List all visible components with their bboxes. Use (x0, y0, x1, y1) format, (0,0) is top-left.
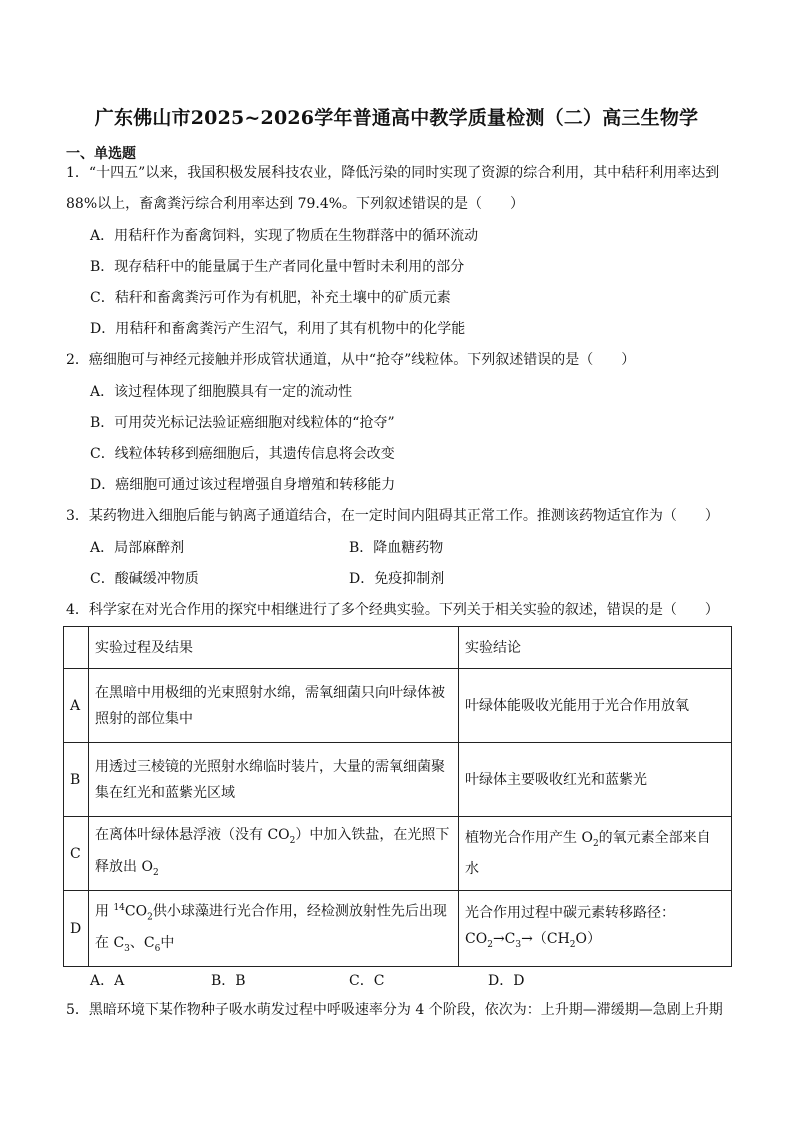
q1-option-a: A．用秸秆作为畜禽饲料，实现了物质在生物群落中的循环流动 (90, 228, 479, 244)
row-label: D (64, 891, 89, 967)
table-row (64, 891, 732, 967)
q1-option-b: B．现存秸秆中的能量属于生产者同化量中暂时未利用的部分 (90, 259, 465, 275)
subscript: 2 (289, 835, 296, 846)
q3-option-d: D．免疫抑制剂 (349, 571, 445, 587)
conclusion-text: →（CH (521, 930, 570, 947)
subscript: 2 (152, 867, 159, 878)
row-process (89, 817, 459, 891)
table-row (64, 669, 732, 743)
q4-option-a: A．A (90, 973, 125, 989)
conclusion-text: 光合作用过程中碳元素转移路径： (465, 904, 675, 921)
process-text: 中 (160, 935, 175, 952)
q2-option-a: A．该过程体现了细胞膜具有一定的流动性 (90, 384, 353, 400)
row-conclusion: 叶绿体能吸收光能用于光合作用放氧 (459, 669, 732, 743)
row-process (89, 743, 459, 817)
q1-stem-line2: 88%以上，畜禽粪污综合利用率达到 79.4%。下列叙述错误的是（ ） (66, 196, 525, 212)
q3-option-c: C．酸碱缓冲物质 (90, 571, 199, 587)
q2-option-c: C．线粒体转移到癌细胞后，其遗传信息将会改变 (90, 446, 395, 462)
subscript: 6 (154, 944, 161, 955)
process-text: ）中加入铁盐，在光照下 (295, 826, 450, 843)
q1-option-d: D．用秸秆和畜禽粪污产生沼气，利用了其有机物中的化学能 (90, 321, 466, 337)
row-conclusion (459, 817, 732, 891)
process-text: 用 (95, 903, 114, 920)
table-row (64, 817, 732, 891)
process-text: 、C (129, 935, 155, 952)
row-conclusion: 叶绿体主要吸收红光和蓝紫光 (459, 743, 732, 817)
q4-option-b: B．B (211, 973, 246, 989)
subscript: 2 (487, 939, 493, 950)
row-process (89, 669, 459, 743)
q4-option-c: C．C (349, 973, 385, 989)
row-conclusion (459, 891, 732, 967)
table-row (64, 743, 732, 817)
subscript: 3 (124, 944, 130, 955)
row-label: A (64, 669, 89, 743)
conclusion-text: CO (465, 930, 488, 947)
conclusion-text: 水 (465, 861, 479, 878)
process-text: CO (124, 903, 148, 920)
section-heading: 一、单选题 (66, 146, 136, 162)
process-line: 用透过三棱镜的光照射水绵临时装片，大量的需氧细菌聚 (95, 758, 445, 775)
process-line: 照射的部位集中 (95, 710, 193, 727)
q3-option-b: B．降血糖药物 (349, 540, 444, 556)
subscript: 2 (569, 939, 576, 950)
q3-stem: 3．某药物进入细胞后能与钠离子通道结合，在一定时间内阻碍其正常工作。推测该药物适宜作为（ ） (66, 508, 719, 524)
q4-option-d: D．D (488, 973, 525, 989)
conclusion-text: O） (575, 930, 601, 947)
table-header-label (64, 627, 89, 669)
row-label: C (64, 817, 89, 891)
table-header-conclusion: 实验结论 (459, 627, 732, 669)
subscript: 2 (592, 838, 599, 849)
table-header-row (64, 627, 732, 669)
q4-stem: 4．科学家在对光合作用的探究中相继进行了多个经典实验。下列关于相关实验的叙述，错误的是（ ） (66, 602, 719, 618)
q2-option-b: B．可用荧光标记法验证癌细胞对线粒体的“抢夺” (90, 415, 395, 431)
process-text: 在离体叶绿体悬浮液（没有 CO (95, 826, 290, 843)
process-text: 释放出 O (95, 858, 153, 875)
q1-stem-line1: 1．“十四五”以来，我国积极发展科技农业，降低污染的同时实现了资源的综合利用，其中秸秆利用率达到 (66, 165, 720, 181)
process-line: 集在红光和蓝紫光区域 (95, 784, 235, 801)
subscript: 3 (515, 939, 522, 950)
conclusion-text: 的氧元素全部来自 (598, 829, 711, 846)
table-header-process: 实验过程及结果 (89, 627, 459, 669)
q1-option-c: C．秸秆和畜禽粪污可作为有机肥，补充土壤中的矿质元素 (90, 290, 451, 306)
q5-stem: 5．黑暗环境下某作物种子吸水萌发过程中呼吸速率分为 4 个阶段，依次为：上升期—滞缓期—急剧上升期 (66, 1002, 723, 1018)
page-title: 广东佛山市2025~2026学年普通高中教学质量检测（二）高三生物学 (94, 107, 699, 129)
superscript: 14 (113, 903, 125, 913)
q2-stem: 2．癌细胞可与神经元接触并形成管状通道，从中“抢夺”线粒体。下列叙述错误的是（ ） (66, 352, 636, 368)
conclusion-text: 植物光合作用产生 O (465, 829, 593, 846)
conclusion-text: →C (492, 930, 516, 947)
process-text: 在 C (95, 935, 125, 952)
q3-option-a: A．局部麻醉剂 (90, 540, 185, 556)
row-process (89, 891, 459, 967)
experiment-table (63, 626, 732, 967)
process-line: 在黑暗中用极细的光束照射水绵，需氧细菌只向叶绿体被 (95, 684, 445, 701)
process-text: 供小球藻进行光合作用，经检测放射性先后出现 (152, 903, 447, 920)
q2-option-d: D．癌细胞可通过该过程增强自身增殖和转移能力 (90, 477, 396, 493)
row-label: B (64, 743, 89, 817)
subscript: 2 (147, 912, 153, 923)
